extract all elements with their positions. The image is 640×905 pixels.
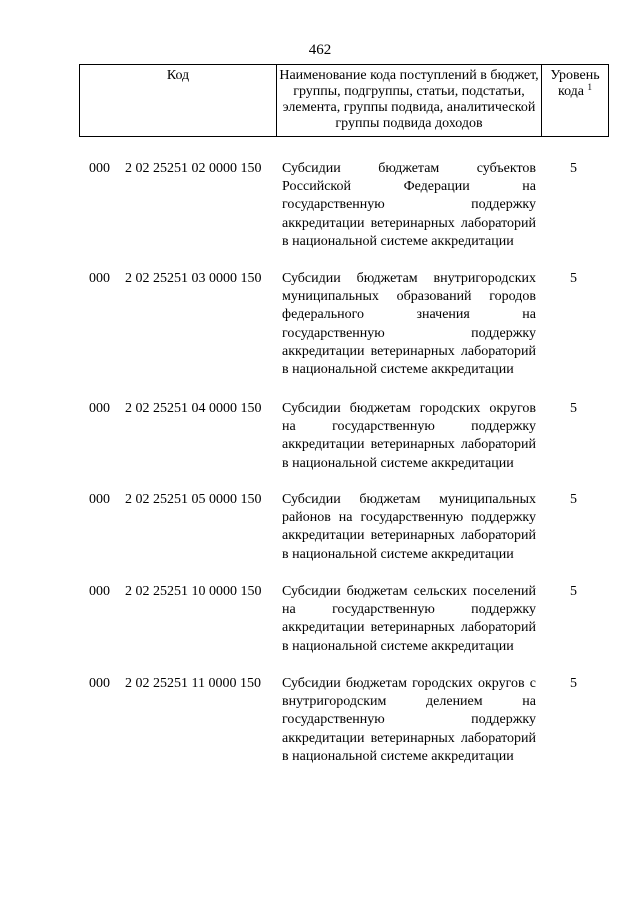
- row-code: 2 02 25251 04 0000 150: [125, 401, 262, 416]
- table-row: [80, 400, 610, 491]
- page-number: 462: [308, 42, 332, 58]
- table-row: [80, 491, 610, 583]
- table-row: [80, 270, 610, 400]
- row-code: 2 02 25251 02 0000 150: [125, 161, 262, 176]
- row-admin-code: 000: [89, 676, 110, 691]
- row-admin-code: 000: [89, 161, 110, 176]
- row-name: Субсидии бюджетам сельских поселений на государственную поддержку аккредитации ветеринарных лабораторий в национальной системе аккредитации: [282, 584, 536, 654]
- row-name: Субсидии бюджетам городских округов на государственную поддержку аккредитации ветеринарных лабораторий в национальной системе аккредитации: [282, 401, 536, 471]
- row-name: Субсидии бюджетам внутригородских муниципальных образований городов федерального значения на государственную поддержку аккредитации ветеринарных лабораторий в национальной системе аккредитации: [282, 271, 536, 378]
- table-body: [80, 160, 610, 795]
- header-name-label: Наименование кода поступлений в бюджет, группы, подгруппы, статьи, подстатьи, элемента, группы подвида, аналитической группы подвида доходов: [279, 68, 539, 131]
- row-level: 5: [570, 676, 577, 691]
- row-level: 5: [570, 271, 577, 286]
- row-admin-code: 000: [89, 492, 110, 507]
- row-code: 2 02 25251 11 0000 150: [125, 676, 261, 691]
- row-level: 5: [570, 584, 577, 599]
- header-name: [277, 65, 542, 136]
- row-admin-code: 000: [89, 401, 110, 416]
- row-admin-code: 000: [89, 584, 110, 599]
- row-code: 2 02 25251 05 0000 150: [125, 492, 262, 507]
- table-row: [80, 583, 610, 675]
- header-level: [542, 65, 608, 136]
- row-name: Субсидии бюджетам субъектов Российской Федерации на государственную поддержку аккредитации ветеринарных лабораторий в национальной системе аккредитации: [282, 161, 536, 249]
- row-code: 2 02 25251 03 0000 150: [125, 271, 262, 286]
- row-code: 2 02 25251 10 0000 150: [125, 584, 262, 599]
- row-level: 5: [570, 492, 577, 507]
- row-name: Субсидии бюджетам муниципальных районов на государственную поддержку аккредитации ветеринарных лабораторий в национальной системе аккредитации: [282, 492, 536, 562]
- header-level-label: Уровень кода: [550, 68, 600, 99]
- footnote-marker: 1: [587, 82, 593, 92]
- row-name: Субсидии бюджетам городских округов с внутригородским делением на государственную поддержку аккредитации ветеринарных лабораторий в национальной системе аккредитации: [282, 676, 536, 764]
- row-level: 5: [570, 161, 577, 176]
- header-code-label: Код: [166, 68, 190, 83]
- table-header: [79, 64, 609, 137]
- header-code: [80, 65, 277, 136]
- row-admin-code: 000: [89, 271, 110, 286]
- table-row: [80, 160, 610, 270]
- row-level: 5: [570, 401, 577, 416]
- table-row: [80, 675, 610, 795]
